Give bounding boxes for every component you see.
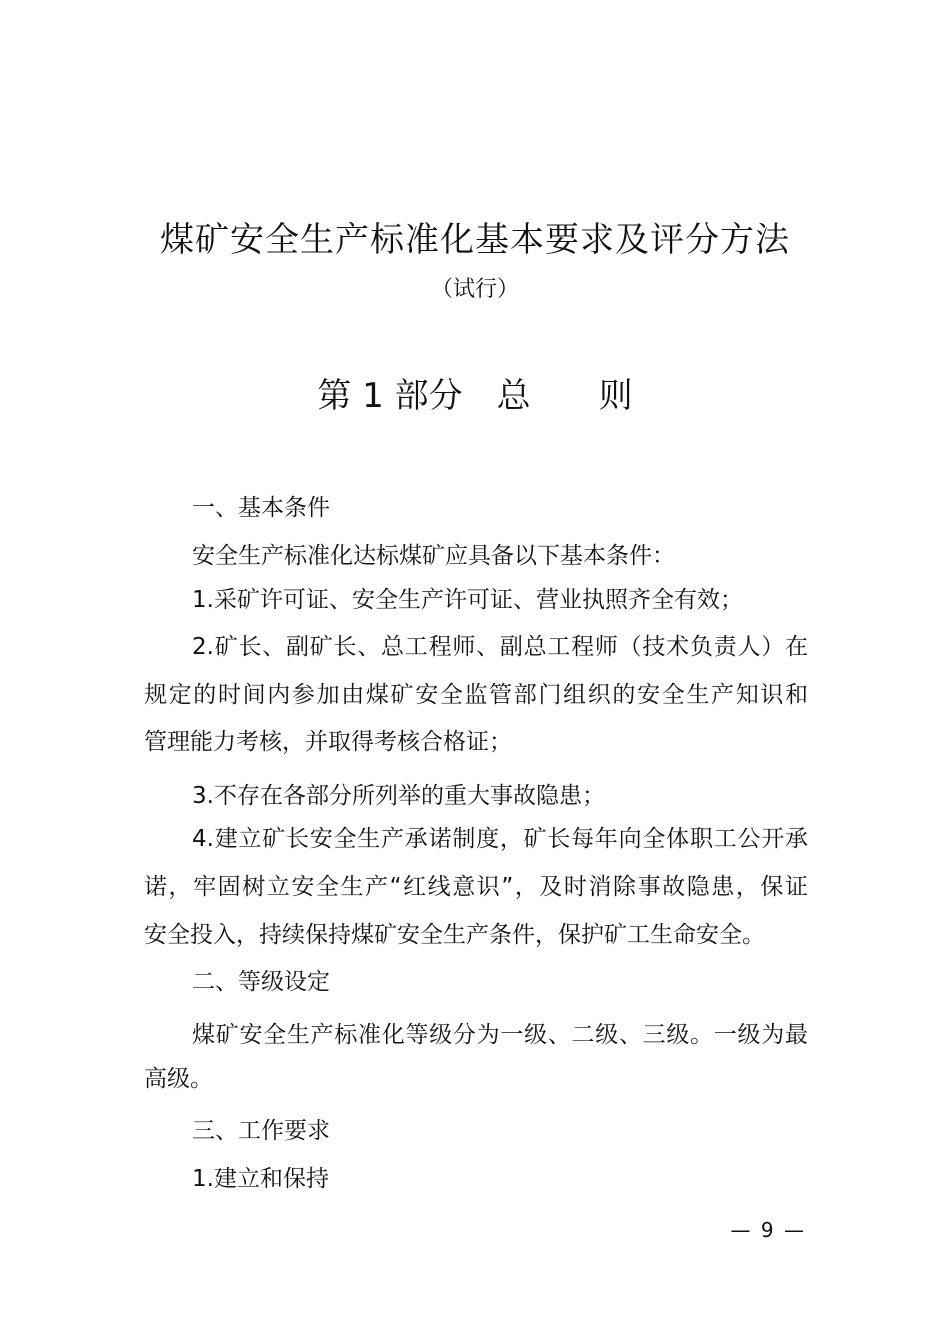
document-title: 煤矿安全生产标准化基本要求及评分方法 bbox=[160, 220, 790, 260]
part-heading bbox=[0, 368, 950, 424]
paragraph-line: 煤矿安全生产标准化等级分为一级、二级、三级。一级为最 bbox=[192, 1022, 808, 1048]
paragraph-line: 1.建立和保持 bbox=[192, 1166, 329, 1192]
section-heading-work-requirements: 三、工作要求 bbox=[192, 1118, 330, 1144]
page-number: — 9 — bbox=[730, 1218, 806, 1242]
paragraph-line: 4.建立矿长安全生产承诺制度，矿长每年向全体职工公开承 bbox=[192, 826, 808, 852]
section-heading-basic-conditions: 一、基本条件 bbox=[192, 495, 330, 521]
paragraph-line: 1.采矿许可证、安全生产许可证、营业执照齐全有效； bbox=[192, 587, 743, 613]
paragraph-line: 诺，牢固树立安全生产“红线意识”，及时消除事故隐患，保证 bbox=[144, 874, 808, 900]
part-title-char-1: 总 bbox=[496, 376, 531, 416]
document-subtitle: （试行） bbox=[430, 277, 519, 302]
paragraph-line: 管理能力考核，并取得考核合格证； bbox=[144, 729, 512, 755]
paragraph-line: 规定的时间内参加由煤矿安全监管部门组织的安全生产知识和 bbox=[144, 682, 808, 708]
part-title-char-2: 则 bbox=[598, 376, 633, 416]
paragraph-line: 高级。 bbox=[144, 1066, 213, 1092]
paragraph-line: 3.不存在各部分所列举的重大事故隐患； bbox=[192, 783, 605, 809]
paragraph-line: 安全投入，持续保持煤矿安全生产条件，保护矿工生命安全。 bbox=[144, 922, 765, 948]
paragraph-line: 安全生产标准化达标煤矿应具备以下基本条件： bbox=[192, 543, 675, 569]
paragraph-line: 2.矿长、副矿长、总工程师、副总工程师（技术负责人）在 bbox=[192, 634, 808, 660]
part-number: 第 1 部分 bbox=[317, 376, 463, 416]
section-heading-level-setting: 二、等级设定 bbox=[192, 969, 330, 995]
